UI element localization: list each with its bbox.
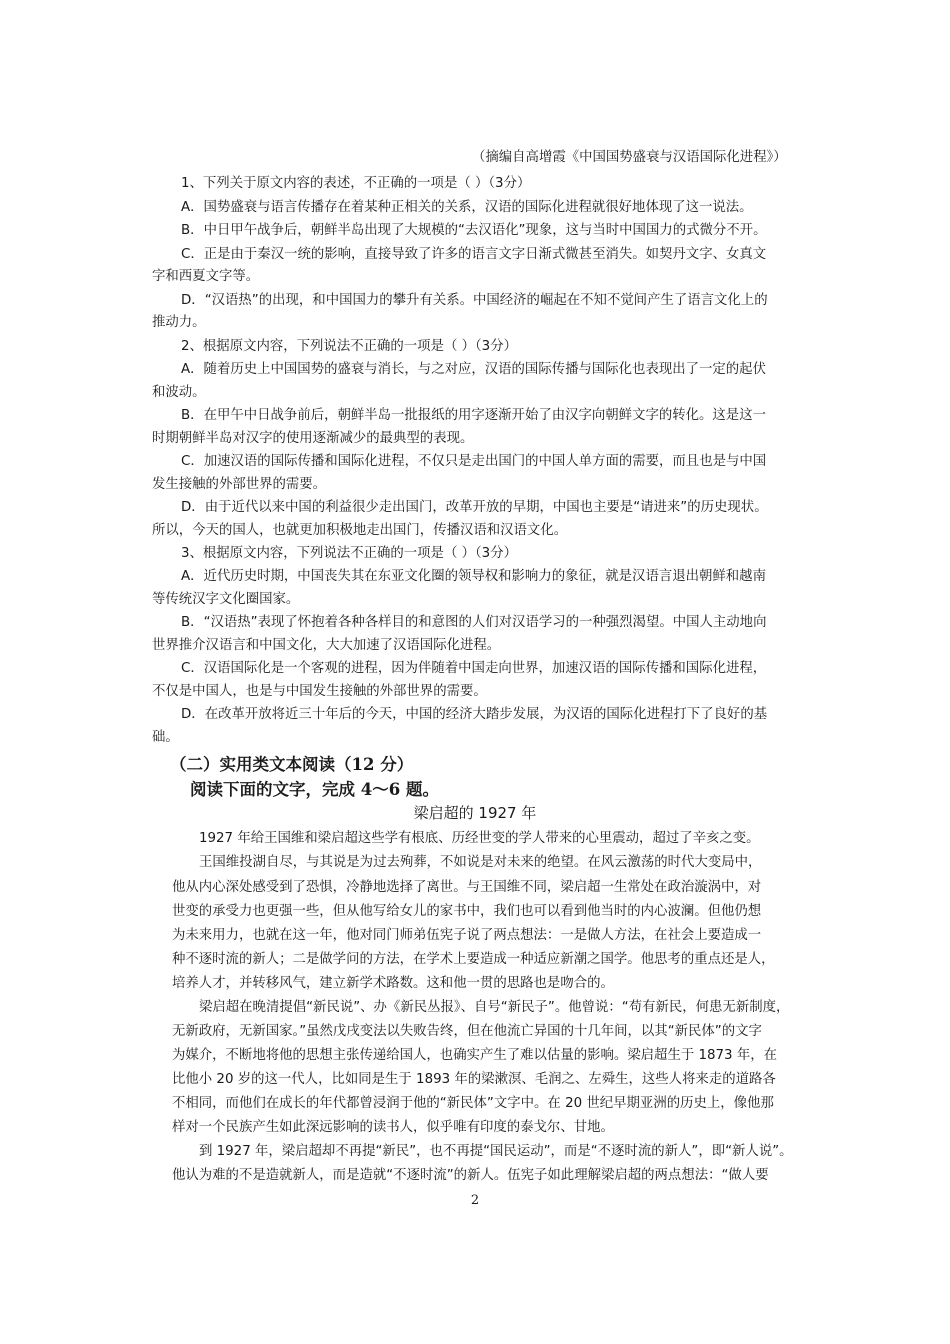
question-2-option-b-line-2: 时期朝鲜半岛对汉字的使用逐渐减少的最典型的表现。 [152,431,474,446]
question-1-option-d-line-2: 推动力。 [152,315,206,330]
question-3-option-b-line-1: B．“汉语热”表现了怀抱着各种各样目的和意图的人们对汉语学习的一种强烈渴望。中国人主动地向 [181,615,767,630]
question-2-option-a-line-2: 和波动。 [152,385,206,400]
question-3-option-d-line-1: D．在改革开放将近三十年后的今天，中国的经济大踏步发展，为汉语的国际化进程打下了良好的基 [181,707,768,722]
question-1-option-c-line-2: 字和西夏文字等。 [152,269,260,284]
question-2-option-c-line-2: 发生接触的外部世界的需要。 [152,477,327,492]
question-1-stem: 1、下列关于原文内容的表述，不正确的一项是（ ）（3分） [181,176,531,191]
question-1-option-c-line-1: C．正是由于秦汉一统的影响，直接导致了许多的语言文字日渐式微甚至消失。如契丹文字、女真文 [181,247,767,262]
question-3-stem: 3、根据原文内容，下列说法不正确的一项是（ ）（3分） [181,546,517,561]
article-line: 他从内心深处感受到了恐惧，冷静地选择了离世。与王国维不同，梁启超一生常处在政治漩涡中，对 [172,880,762,895]
question-2-option-c-line-1: C．加速汉语的国际传播和国际化进程，不仅只是走出国门的中国人单方面的需要，而且也是与中国 [181,454,767,469]
question-2-option-d-line-1: D．由于近代以来中国的利益很少走出国门，改革开放的早期，中国也主要是“请进来”的历史现状。 [181,500,768,515]
article-title: 梁启超的 1927 年 [413,804,537,822]
question-3-option-c-line-2: 不仅是中国人，也是与中国发生接触的外部世界的需要。 [152,684,487,699]
question-2-option-a-line-1: A．随着历史上中国国势的盛衰与消长，与之对应，汉语的国际传播与国际化也表现出了一定的起伏 [181,362,766,377]
article-line: 培养人才，并转移风气，建立新学术路数。这和他一贯的思路也是吻合的。 [172,976,614,991]
source-note: （摘编自高增霞《中国国势盛衰与汉语国际化进程》） [472,150,787,165]
question-1-option-b: B．中日甲午战争后，朝鲜半岛出现了大规模的“去汉语化”现象，这与当时中国国力的式微分不开。 [181,223,767,238]
question-3-option-c-line-1: C．汉语国际化是一个客观的进程，因为伴随着中国走向世界，加速汉语的国际传播和国际化进程， [181,661,767,676]
article-line: 不相同，而他们在成长的年代都曾浸润于他的“新民体”文字中。在 20 世纪早期亚洲的历史上，像他那 [172,1096,774,1111]
article-line: 为媒介，不断地将他的思想主张传递给国人，也确实产生了难以估量的影响。梁启超生于 1873 年，在 [172,1048,777,1063]
article-line: 王国维投湖自尽，与其说是为过去殉葬，不如说是对未来的绝望。在风云激荡的时代大变局中， [199,855,762,870]
article-line: 无新政府，无新国家。”虽然戊戌变法以失败告终，但在他流亡异国的十几年间，以其“新民体”的文字 [172,1024,762,1039]
section-heading: （二）实用类文本阅读（12 分） [170,755,414,774]
question-3-option-a-line-1: A．近代历史时期，中国丧失其在东亚文化圈的领导权和影响力的象征，就是汉语言退出朝鲜和越南 [181,569,766,584]
article-line: 世变的承受力也更强一些，但从他写给女儿的家书中，我们也可以看到他当时的内心波澜。但他仍想 [172,904,762,919]
question-1-option-a: A．国势盛衰与语言传播存在着某种正相关的关系，汉语的国际化进程就很好地体现了这一说法。 [181,200,753,215]
section-instruction: 阅读下面的文字，完成 4～6 题。 [190,780,439,799]
article-line: 1927 年给王国维和梁启超这些学有根底、历经世变的学人带来的心里震动，超过了辛亥之变。 [199,831,760,846]
question-1-option-d-line-1: D．“汉语热”的出现，和中国国力的攀升有关系。中国经济的崛起在不知不觉间产生了语言文化上的 [181,293,768,308]
question-2-option-d-line-2: 所以，今天的国人，也就更加积极地走出国门，传播汉语和汉语文化。 [152,523,568,538]
article-line: 样对一个民族产生如此深远影响的读书人，似乎唯有印度的泰戈尔、甘地。 [172,1120,614,1135]
question-3-option-d-line-2: 础。 [152,730,179,745]
article-line: 他认为难的不是造就新人，而是造就“不逐时流”的新人。伍宪子如此理解梁启超的两点想法：“做人要 [172,1168,769,1183]
article-line: 梁启超在晚清提倡“新民说”、办《新民丛报》、自号“新民子”。他曾说：“苟有新民，何患无新制度， [199,1000,790,1015]
question-3-option-b-line-2: 世界推介汉语言和中国文化，大大加速了汉语国际化进程。 [152,638,501,653]
article-line: 种不逐时流的新人；二是做学问的方法，在学术上要造成一种适应新潮之国学。他思考的重点还是人， [172,952,775,967]
article-line: 为未来用力，也就在这一年，他对同门师弟伍宪子说了两点想法：一是做人方法，在社会上要造成一 [172,928,762,943]
question-3-option-a-line-2: 等传统汉字文化圈国家。 [152,592,300,607]
page-number: 2 [470,1193,480,1208]
article-line: 比他小 20 岁的这一代人，比如同是生于 1893 年的梁漱溟、毛润之、左舜生，这些人将来走的道路各 [172,1072,776,1087]
question-2-option-b-line-1: B．在甲午中日战争前后，朝鲜半岛一批报纸的用字逐渐开始了由汉字向朝鲜文字的转化。这是这一 [181,408,766,423]
article-line: 到 1927 年，梁启超却不再提“新民”，也不再提“国民运动”，而是“不逐时流的新人”，即“新人说”。 [199,1144,793,1159]
question-2-stem: 2、根据原文内容，下列说法不正确的一项是（ ）（3分） [181,339,517,354]
